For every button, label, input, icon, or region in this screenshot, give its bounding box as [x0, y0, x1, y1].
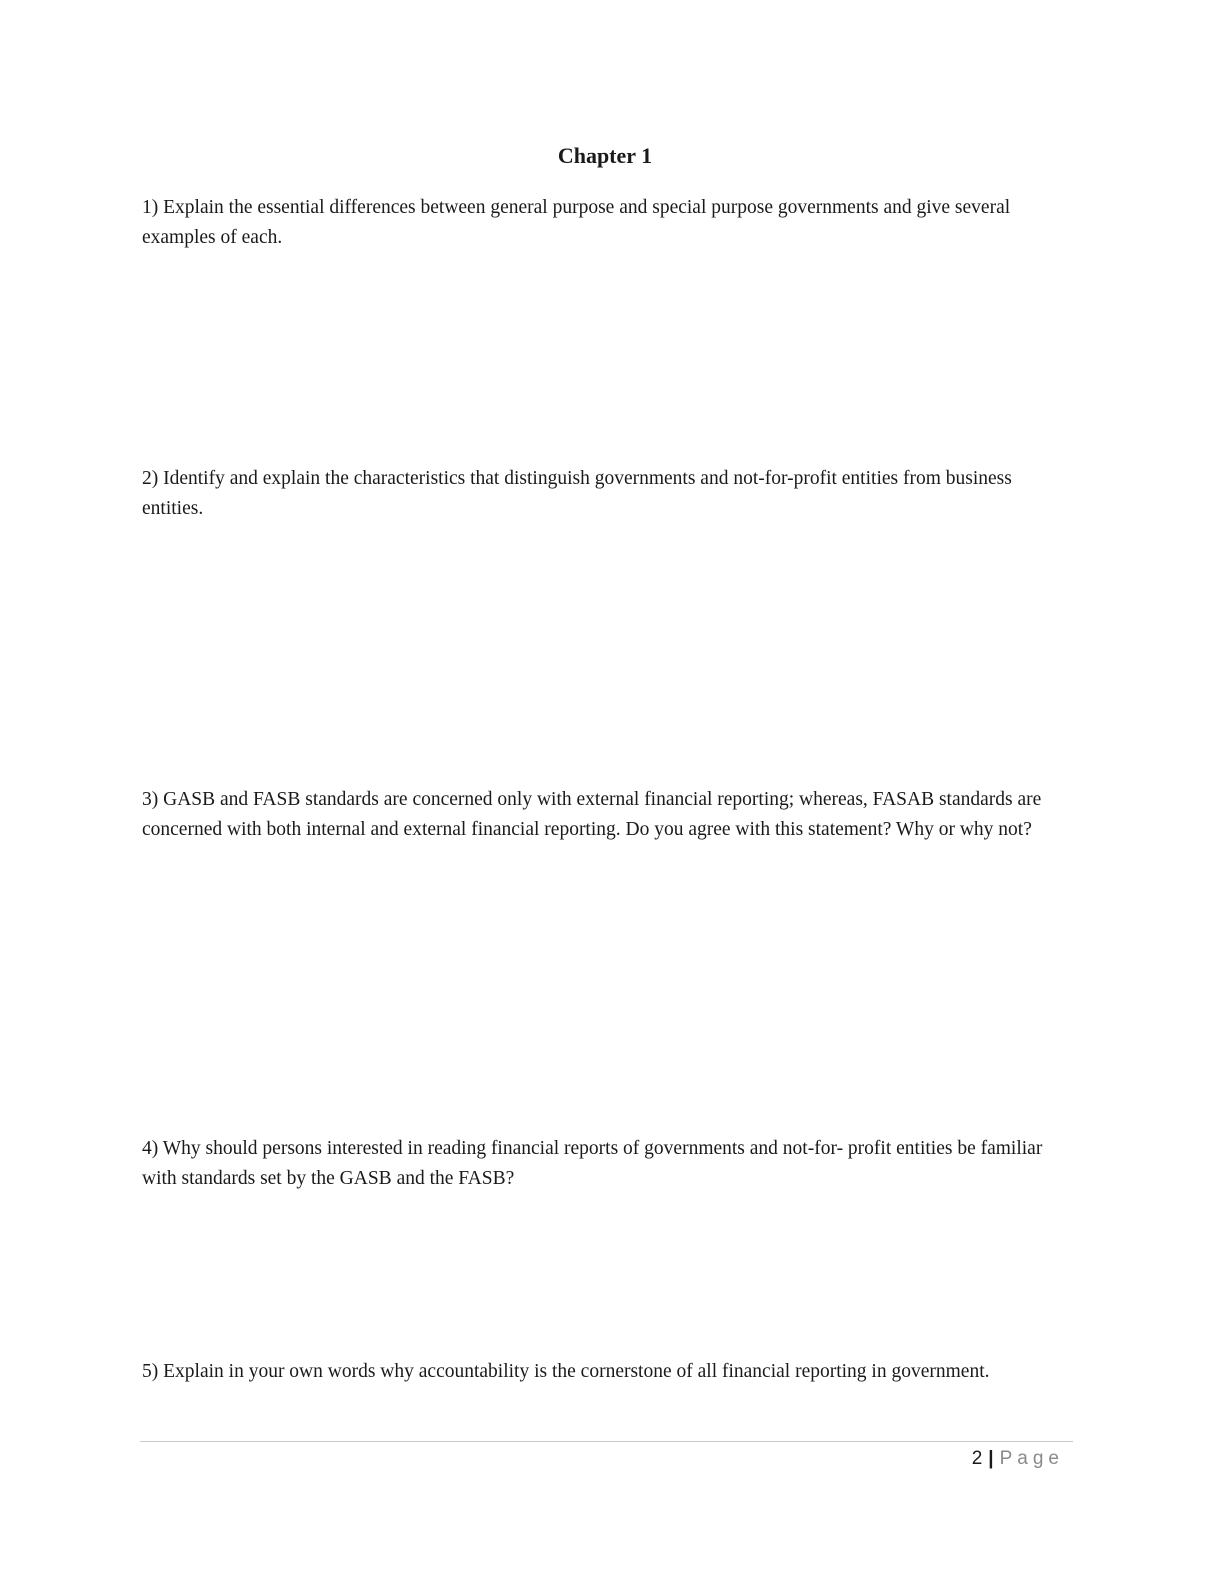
- footer-separator: |: [988, 1448, 994, 1469]
- question-4: 4) Why should persons interested in reading financial reports of governments and not-for- profit entities be familiar with standards set by the GASB and the FASB?: [142, 1138, 1043, 1189]
- question-5: 5) Explain in your own words why accountability is the cornerstone of all financial reporting in government.: [142, 1361, 990, 1382]
- page-label: Page: [999, 1448, 1064, 1469]
- question-2: 2) Identify and explain the characteristics that distinguish governments and not-for-profit entities from business entities.: [142, 468, 1012, 519]
- question-1: 1) Explain the essential differences between general purpose and special purpose governments and give several examples of each.: [142, 197, 1011, 248]
- page-number: 2: [971, 1448, 983, 1469]
- page-footer: [972, 1446, 1064, 1472]
- chapter-title: Chapter 1: [557, 143, 653, 168]
- question-3: 3) GASB and FASB standards are concerned only with external financial reporting; whereas, FASAB standards are concerned with both internal and external financial reporting. Do you agree with this statement? Why or why not?: [142, 789, 1042, 840]
- footer-divider: [140, 1441, 1073, 1442]
